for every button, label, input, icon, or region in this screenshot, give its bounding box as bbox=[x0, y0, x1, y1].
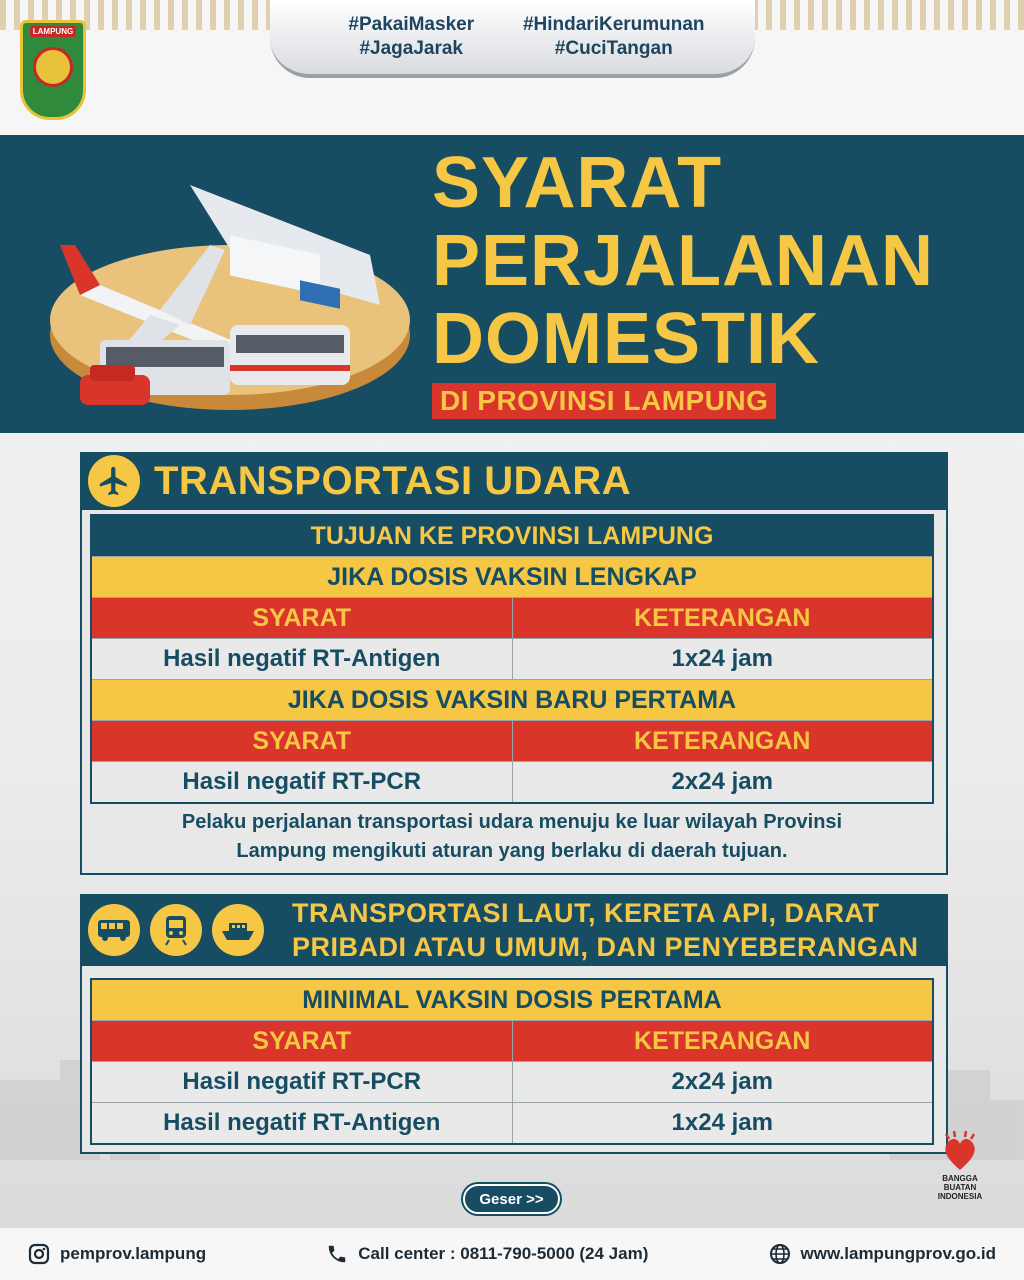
globe-icon bbox=[769, 1243, 791, 1265]
air-note-line-2: Lampung mengikuti aturan yang berlaku di daerah tujuan. bbox=[236, 840, 788, 862]
airplane-icon bbox=[88, 455, 140, 507]
syarat-cell: Hasil negatif RT-PCR bbox=[92, 1062, 512, 1102]
hashtag-box bbox=[270, 0, 755, 78]
other-section-title bbox=[274, 896, 919, 964]
lampung-logo bbox=[20, 20, 86, 120]
air-note bbox=[90, 808, 934, 866]
transport-illustration bbox=[40, 145, 420, 425]
title-line-1: SYARAT bbox=[432, 143, 723, 223]
keterangan-cell: 1x24 jam bbox=[512, 1103, 933, 1143]
syarat-cell: Hasil negatif RT-Antigen bbox=[92, 639, 512, 679]
phone-icon bbox=[326, 1243, 348, 1265]
col-keterangan: KETERANGAN bbox=[512, 1021, 933, 1061]
other-title-line-1: TRANSPORTASI LAUT, KERETA API, DARAT bbox=[292, 898, 880, 928]
keterangan-cell: 2x24 jam bbox=[512, 1062, 933, 1102]
ornament-right bbox=[724, 0, 1024, 30]
other-condition: MINIMAL VAKSIN DOSIS PERTAMA bbox=[92, 980, 932, 1020]
table-row bbox=[92, 639, 932, 680]
air-colhead-row-1 bbox=[92, 598, 932, 639]
keterangan-cell: 2x24 jam bbox=[512, 762, 933, 802]
hashtag-hindari-kerumunan: #HindariKerumunan bbox=[522, 14, 705, 35]
train-icon bbox=[150, 904, 202, 956]
air-table bbox=[90, 514, 934, 804]
hashtag-pakai-masker: #PakaiMasker bbox=[348, 14, 475, 35]
footer-website[interactable] bbox=[769, 1243, 997, 1265]
col-syarat: SYARAT bbox=[92, 598, 512, 638]
air-condition-1: JIKA DOSIS VAKSIN LENGKAP bbox=[92, 557, 932, 597]
logo-emblem-icon bbox=[33, 47, 73, 87]
keterangan-cell: 1x24 jam bbox=[512, 639, 933, 679]
footer-call-center[interactable] bbox=[326, 1243, 648, 1265]
other-table bbox=[90, 978, 934, 1145]
heart-icon bbox=[940, 1130, 980, 1174]
ship-icon bbox=[212, 904, 264, 956]
website-url: www.lampungprov.go.id bbox=[800, 1244, 996, 1263]
table-row bbox=[92, 1062, 932, 1103]
table-row bbox=[92, 762, 932, 802]
bangga-text-line-2: INDONESIA bbox=[937, 1192, 983, 1201]
air-destination-header: TUJUAN KE PROVINSI LAMPUNG bbox=[92, 516, 932, 556]
other-colhead-row bbox=[92, 1021, 932, 1062]
bangga-buatan-indonesia-logo bbox=[925, 1130, 995, 1210]
title-line-2: PERJALANAN bbox=[432, 221, 935, 301]
call-center-text: Call center : 0811-790-5000 (24 Jam) bbox=[358, 1244, 649, 1263]
air-condition-row-2 bbox=[92, 680, 932, 721]
table-row bbox=[92, 1103, 932, 1143]
hashtag-jaga-jarak: #JagaJarak bbox=[359, 38, 464, 59]
col-syarat: SYARAT bbox=[92, 1021, 512, 1061]
col-syarat: SYARAT bbox=[92, 721, 512, 761]
subtitle-badge: DI PROVINSI LAMPUNG bbox=[432, 383, 776, 419]
col-keterangan: KETERANGAN bbox=[512, 598, 933, 638]
other-title-line-2: PRIBADI ATAU UMUM, DAN PENYEBERANGAN bbox=[292, 932, 919, 962]
bangga-text-line-1: BANGGA BUATAN bbox=[942, 1174, 978, 1192]
col-keterangan: KETERANGAN bbox=[512, 721, 933, 761]
geser-button[interactable]: Geser >> bbox=[463, 1184, 560, 1214]
syarat-cell: Hasil negatif RT-PCR bbox=[92, 762, 512, 802]
bus-icon bbox=[88, 904, 140, 956]
air-note-line-1: Pelaku perjalanan transportasi udara menuju ke luar wilayah Provinsi bbox=[181, 811, 843, 833]
instagram-icon bbox=[28, 1243, 50, 1265]
syarat-cell: Hasil negatif RT-Antigen bbox=[92, 1103, 512, 1143]
air-condition-2: JIKA DOSIS VAKSIN BARU PERTAMA bbox=[92, 680, 932, 720]
air-colhead-row-2 bbox=[92, 721, 932, 762]
footer bbox=[0, 1228, 1024, 1280]
title-line-3: DOMESTIK bbox=[432, 299, 821, 379]
logo-label: LAMPUNG bbox=[30, 26, 76, 37]
other-section-header bbox=[80, 894, 948, 966]
hero-banner bbox=[0, 135, 1024, 433]
hashtag-cuci-tangan: #CuciTangan bbox=[554, 38, 673, 59]
footer-instagram[interactable] bbox=[28, 1243, 206, 1265]
air-section-header bbox=[80, 452, 948, 510]
air-section-title: TRANSPORTASI UDARA bbox=[154, 458, 632, 503]
air-condition-row-1 bbox=[92, 557, 932, 598]
other-condition-row bbox=[92, 980, 932, 1021]
air-destination-row bbox=[92, 516, 932, 557]
instagram-handle: pemprov.lampung bbox=[60, 1244, 207, 1263]
